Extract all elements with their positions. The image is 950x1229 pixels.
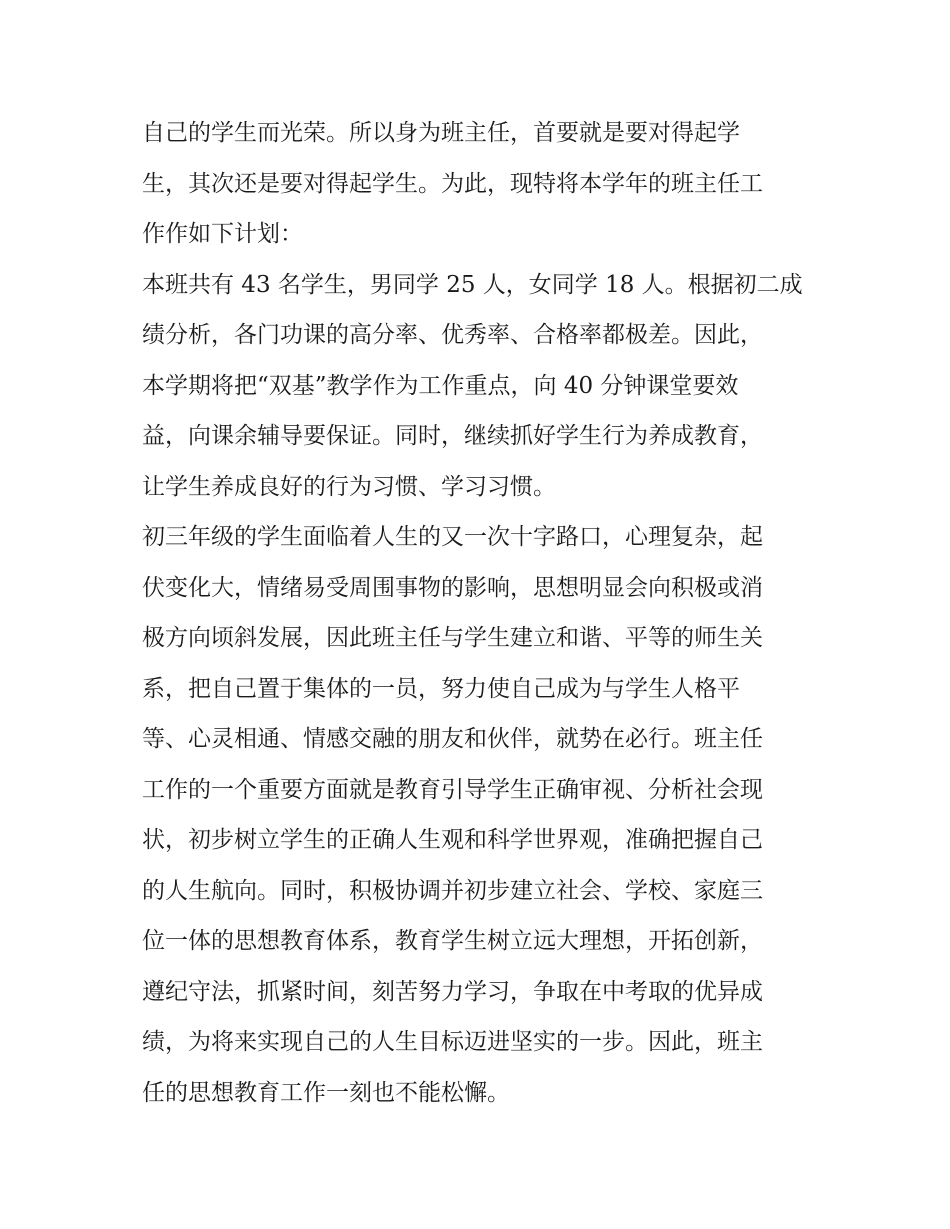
text-line: 本学期将把“双基”教学作为工作重点，向 40 分钟课堂要效 (142, 372, 739, 399)
text-line: 极方向顷斜发展，因此班主任与学生建立和谐、平等的师生关 (142, 625, 763, 651)
body-text (142, 108, 822, 1118)
text-line: 位一体的思想教育体系，教育学生树立远大理想，开拓创新， (142, 928, 763, 954)
text-line: 让学生养成良好的行为习惯、学习习惯。 (142, 473, 556, 500)
text-line: 生，其次还是要对得起学生。为此，现特将本学年的班主任工 (142, 170, 763, 197)
text-line: 状，初步树立学生的正确人生观和科学世界观，准确把握自己 (142, 827, 763, 853)
text-line: 任的思想教育工作一刻也不能松懈。 (142, 1079, 510, 1106)
text-line: 作作如下计划： (142, 221, 303, 247)
text-line: 等、心灵相通、情感交融的朋友和伙伴，就势在必行。班主任 (142, 726, 763, 752)
text-line: 遵纪守法，抓紧时间，刻苦努力学习，争取在中考取的优异成 (142, 978, 763, 1005)
text-line: 绩，为将来实现自己的人生目标迈进坚实的一步。因此，班主 (142, 1029, 763, 1055)
text-line: 的人生航向。同时，积极协调并初步建立社会、学校、家庭三 (142, 877, 763, 904)
text-line: 系，把自己置于集体的一员，努力使自己成为与学生人格平 (142, 675, 740, 702)
text-line: 本班共有 43 名学生，男同学 25 人，女同学 18 人。根据初二成 (142, 271, 803, 298)
text-line: 自己的学生而光荣。所以身为班主任，首要就是要对得起学 (142, 120, 740, 146)
text-line: 绩分析，各门功课的高分率、优秀率、合格率都极差。因此， (142, 322, 763, 348)
text-line: 伏变化大，情绪易受周围事物的影响，思想明显会向积极或消 (142, 574, 763, 601)
text-line: 工作的一个重要方面就是教育引导学生正确审视、分析社会现 (142, 776, 763, 803)
text-line: 益，向课余辅导要保证。同时，继续抓好学生行为养成教育， (142, 423, 763, 449)
text-line: 初三年级的学生面临着人生的又一次十字路口，心理复杂，起 (142, 524, 763, 550)
